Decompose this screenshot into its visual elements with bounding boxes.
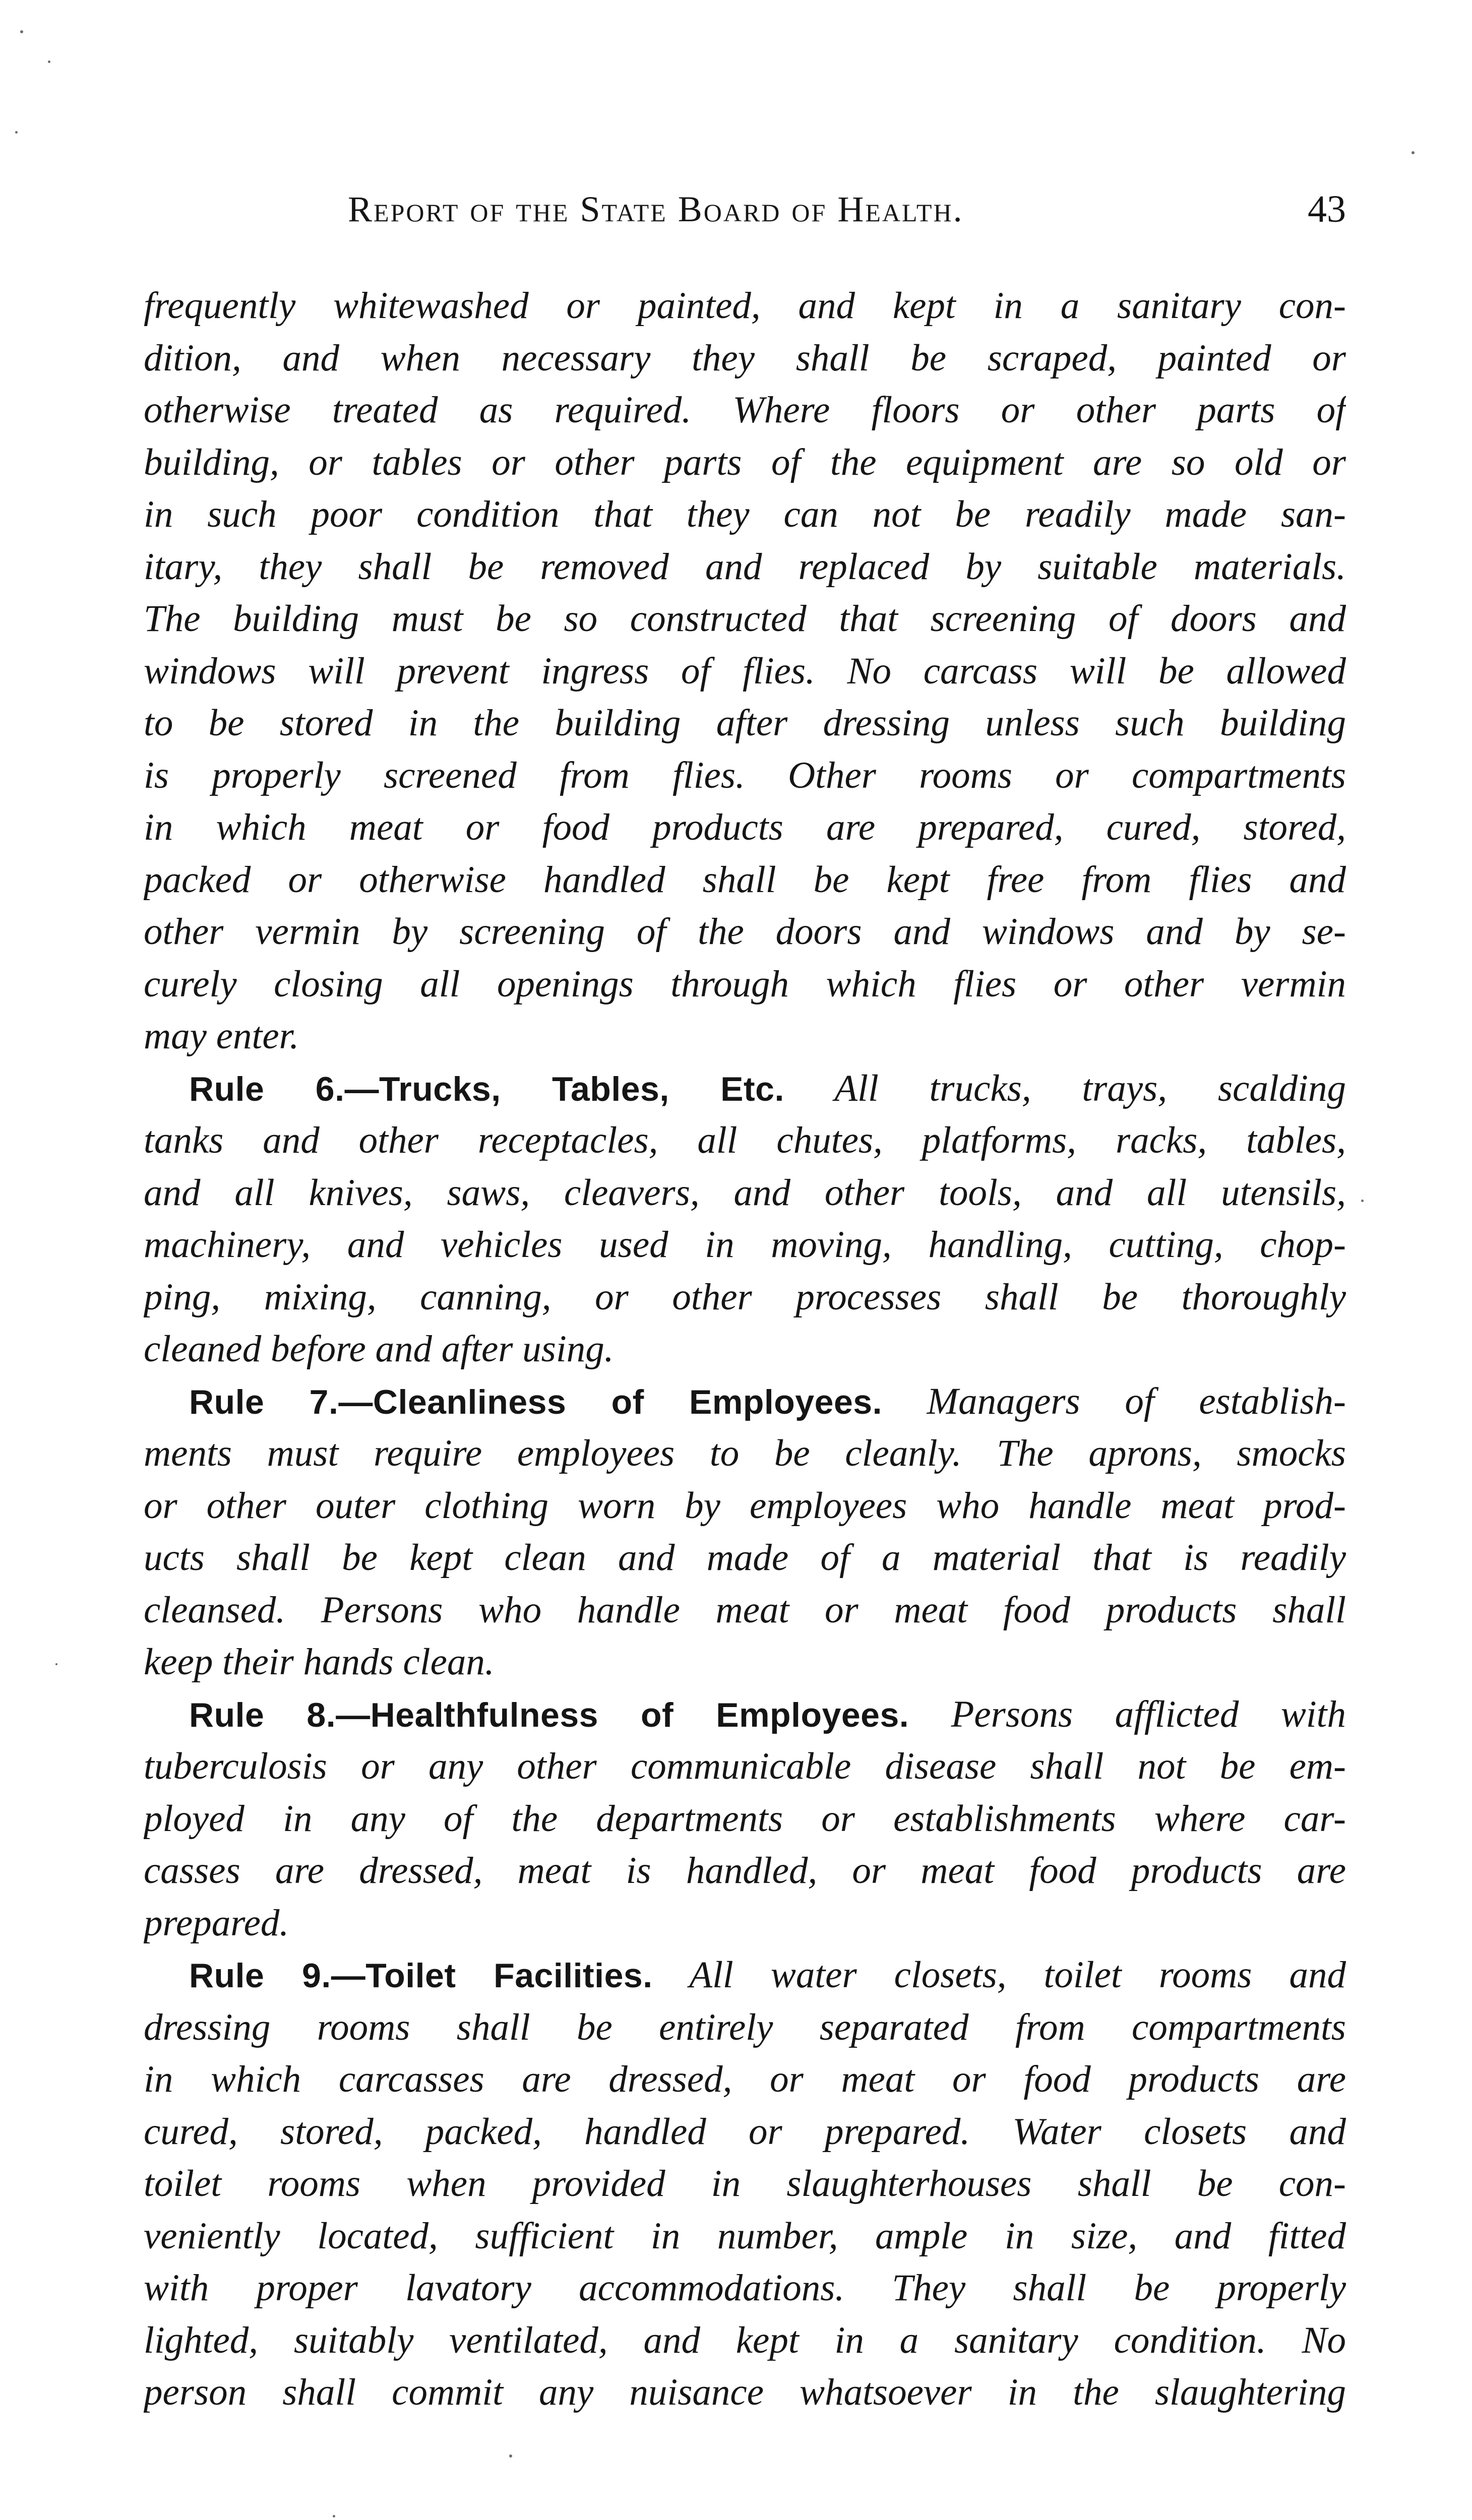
text-line: is properly screened from flies. Other rooms or compartments bbox=[144, 754, 1346, 796]
text-line: ucts shall be kept clean and made of a material that is readily bbox=[144, 1537, 1346, 1579]
text-line: and all knives, saws, cleavers, and other tools, and all utensils, bbox=[144, 1171, 1346, 1214]
text-line: ping, mixing, canning, or other processes shall be thoroughly bbox=[144, 1276, 1346, 1318]
text-line: may enter. bbox=[144, 1015, 299, 1057]
rule-7-heading: Rule 7.—Cleanliness of Employees. bbox=[189, 1382, 882, 1421]
scan-speck bbox=[20, 30, 23, 33]
text-line: cleansed. Persons who handle meat or meat food products shall bbox=[144, 1589, 1346, 1631]
text-line: ployed in any of the departments or establishments where car- bbox=[144, 1797, 1346, 1840]
text-line: person shall commit any nuisance whatsoever in the slaughtering bbox=[144, 2371, 1346, 2413]
text-line: veniently located, sufficient in number, ample in size, and fitted bbox=[144, 2215, 1346, 2257]
text-line: dressing rooms shall be entirely separated from compartments bbox=[144, 2006, 1346, 2048]
text-line: The building must be so constructed that screening of doors and bbox=[144, 598, 1346, 640]
text-run: All water closets, toilet rooms and bbox=[689, 1954, 1346, 1996]
scan-speck bbox=[509, 2454, 512, 2458]
text-line: cured, stored, packed, handled or prepared. Water closets and bbox=[144, 2110, 1346, 2153]
rule-6-heading: Rule 6.—Trucks, Tables, Etc. bbox=[189, 1069, 784, 1108]
text-line: ments must require employees to be cleanly. The aprons, smocks bbox=[144, 1432, 1346, 1474]
text-run: All trucks, trays, scalding bbox=[834, 1067, 1346, 1109]
rule-9-heading: Rule 9.—Toilet Facilities. bbox=[189, 1957, 653, 1995]
text-line: dition, and when necessary they shall be scraped, painted or bbox=[144, 337, 1346, 379]
text-line: machinery, and vehicles used in moving, handling, cutting, chop- bbox=[144, 1224, 1346, 1266]
scan-speck bbox=[333, 2515, 335, 2517]
text-line: casses are dressed, meat is handled, or meat food products are bbox=[144, 1850, 1346, 1892]
text-line: prepared. bbox=[144, 1902, 289, 1944]
text-line: windows will prevent ingress of flies. No carcass will be allowed bbox=[144, 650, 1346, 692]
text-line: packed or otherwise handled shall be kept free from flies and bbox=[144, 858, 1346, 901]
running-head: Report of the State Board of Health. bbox=[348, 189, 964, 229]
page-header bbox=[146, 181, 1346, 237]
text-line: cleaned before and after using. bbox=[144, 1328, 614, 1370]
rule-6-first-line bbox=[144, 1062, 1346, 1115]
text-line: in such poor condition that they can not be readily made san- bbox=[144, 493, 1346, 535]
scan-speck bbox=[1412, 151, 1415, 154]
scan-speck bbox=[55, 1663, 57, 1665]
text-line: with proper lavatory accommodations. They shall be properly bbox=[144, 2267, 1346, 2309]
scan-speck bbox=[1361, 1200, 1364, 1202]
text-line: to be stored in the building after dressing unless such building bbox=[144, 702, 1346, 744]
text-line: other vermin by screening of the doors and windows and by se- bbox=[144, 911, 1346, 953]
text-line: curely closing all openings through which flies or other vermin bbox=[144, 963, 1346, 1005]
text-line: toilet rooms when provided in slaughterhouses shall be con- bbox=[144, 2163, 1346, 2204]
text-line: lighted, suitably ventilated, and kept in a sanitary condition. No bbox=[144, 2319, 1346, 2361]
scan-speck bbox=[48, 60, 50, 63]
rule-9-first-line bbox=[144, 1949, 1346, 2001]
text-run: Managers of establish- bbox=[927, 1380, 1346, 1422]
body-text bbox=[144, 280, 1346, 2419]
text-line: in which meat or food products are prepared, cured, stored, bbox=[144, 806, 1346, 848]
text-line: keep their hands clean. bbox=[144, 1641, 495, 1683]
rule-7-first-line bbox=[144, 1375, 1346, 1428]
text-line: tanks and other receptacles, all chutes, platforms, racks, tables, bbox=[144, 1119, 1346, 1161]
text-line: tuberculosis or any other communicable disease shall not be em- bbox=[144, 1745, 1346, 1787]
rule-8-first-line bbox=[144, 1688, 1346, 1741]
text-line: in which carcasses are dressed, or meat or food products are bbox=[144, 2058, 1346, 2100]
text-line: itary, they shall be removed and replaced by suitable materials. bbox=[144, 545, 1346, 588]
scan-speck bbox=[15, 131, 18, 134]
text-run: Persons afflicted with bbox=[951, 1693, 1346, 1735]
text-line: or other outer clothing worn by employees who handle meat prod- bbox=[144, 1484, 1346, 1527]
rule-8-heading: Rule 8.—Healthfulness of Employees. bbox=[189, 1695, 909, 1734]
text-line: frequently whitewashed or painted, and kept in a sanitary con- bbox=[144, 285, 1346, 327]
text-line: otherwise treated as required. Where floors or other parts of bbox=[144, 389, 1346, 431]
page-number: 43 bbox=[1308, 188, 1346, 230]
text-line: building, or tables or other parts of the equipment are so old or bbox=[144, 441, 1346, 483]
